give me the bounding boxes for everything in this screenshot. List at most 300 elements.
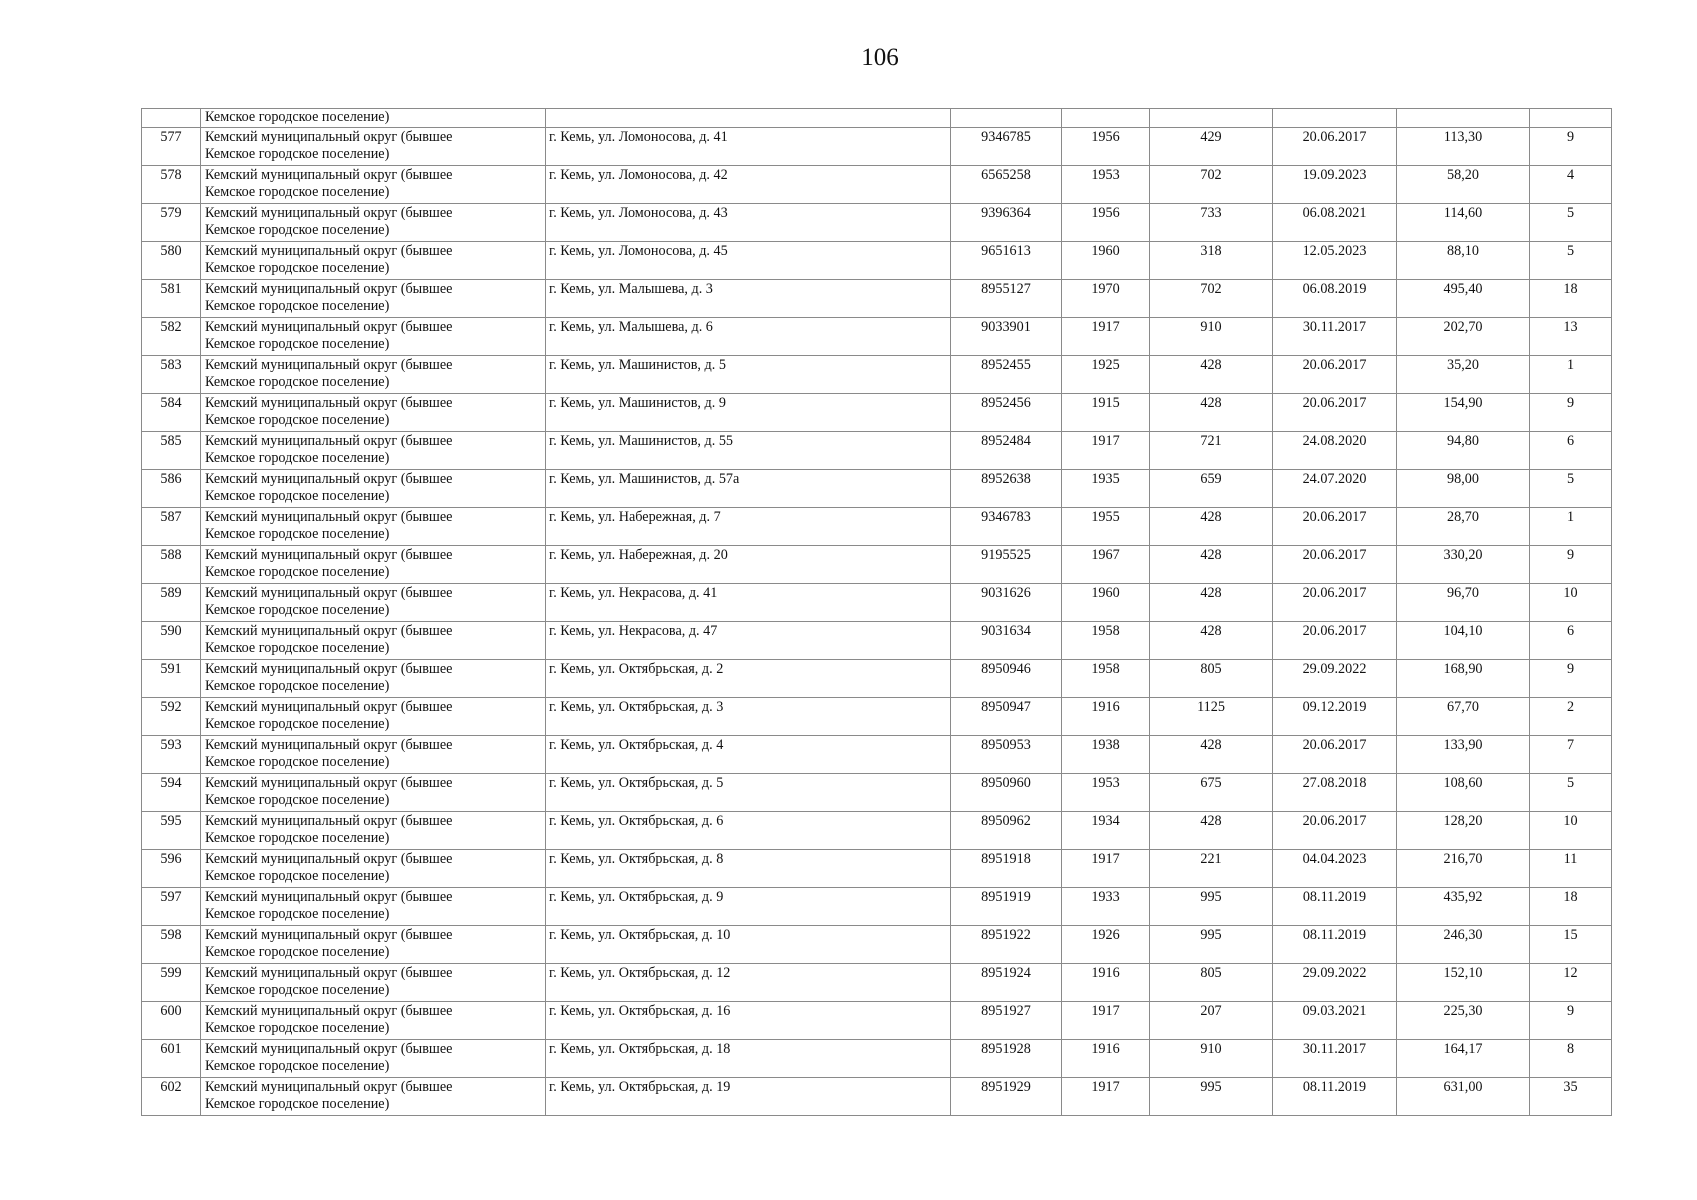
cell-count: 18 bbox=[1530, 887, 1612, 925]
cell-count: 1 bbox=[1530, 507, 1612, 545]
cell-area: 114,60 bbox=[1397, 203, 1530, 241]
cell-code: 1125 bbox=[1150, 697, 1273, 735]
cell-address: г. Кемь, ул. Октябрьская, д. 5 bbox=[546, 773, 951, 811]
table-row bbox=[142, 849, 1612, 887]
cell-municipality bbox=[201, 583, 546, 621]
cell-year: 1916 bbox=[1062, 697, 1150, 735]
cell-count: 1 bbox=[1530, 355, 1612, 393]
cell-area: 108,60 bbox=[1397, 773, 1530, 811]
cell-year: 1958 bbox=[1062, 621, 1150, 659]
cell-id: 9396364 bbox=[951, 203, 1062, 241]
cell-date: 20.06.2017 bbox=[1273, 811, 1397, 849]
cell-area: 94,80 bbox=[1397, 431, 1530, 469]
municipality-line: Кемский муниципальный округ (бывшее bbox=[205, 432, 453, 449]
table-row bbox=[142, 963, 1612, 1001]
cell-address: г. Кемь, ул. Набережная, д. 7 bbox=[546, 507, 951, 545]
cell-address: г. Кемь, ул. Ломоносова, д. 45 bbox=[546, 241, 951, 279]
table-row bbox=[142, 431, 1612, 469]
cell-municipality bbox=[201, 355, 546, 393]
cell-area: 128,20 bbox=[1397, 811, 1530, 849]
cell-code: 221 bbox=[1150, 849, 1273, 887]
municipality-line: Кемский муниципальный округ (бывшее bbox=[205, 584, 453, 601]
cell-area: 225,30 bbox=[1397, 1001, 1530, 1039]
cell-id bbox=[951, 109, 1062, 128]
cell-num: 595 bbox=[142, 811, 201, 849]
cell-num: 600 bbox=[142, 1001, 201, 1039]
cell-municipality bbox=[201, 279, 546, 317]
table-row bbox=[142, 203, 1612, 241]
cell-year: 1916 bbox=[1062, 963, 1150, 1001]
cell-id: 8951922 bbox=[951, 925, 1062, 963]
cell-num: 585 bbox=[142, 431, 201, 469]
cell-num: 590 bbox=[142, 621, 201, 659]
page-number: 106 bbox=[861, 44, 899, 71]
cell-date: 08.11.2019 bbox=[1273, 887, 1397, 925]
cell-year: 1970 bbox=[1062, 279, 1150, 317]
table-row bbox=[142, 279, 1612, 317]
cell-date: 12.05.2023 bbox=[1273, 241, 1397, 279]
municipality-line: Кемское городское поселение) bbox=[205, 1020, 390, 1036]
cell-date: 30.11.2017 bbox=[1273, 1039, 1397, 1077]
cell-num: 587 bbox=[142, 507, 201, 545]
cell-code: 805 bbox=[1150, 659, 1273, 697]
cell-count: 13 bbox=[1530, 317, 1612, 355]
municipality-line: Кемский муниципальный округ (бывшее bbox=[205, 812, 453, 829]
cell-count: 9 bbox=[1530, 393, 1612, 431]
table-row bbox=[142, 697, 1612, 735]
cell-code: 995 bbox=[1150, 925, 1273, 963]
cell-code: 428 bbox=[1150, 545, 1273, 583]
cell-municipality bbox=[201, 849, 546, 887]
cell-year: 1926 bbox=[1062, 925, 1150, 963]
cell-address: г. Кемь, ул. Октябрьская, д. 12 bbox=[546, 963, 951, 1001]
cell-id: 8950947 bbox=[951, 697, 1062, 735]
cell-id: 8951924 bbox=[951, 963, 1062, 1001]
table-row bbox=[142, 811, 1612, 849]
cell-area: 113,30 bbox=[1397, 127, 1530, 165]
table-row bbox=[142, 621, 1612, 659]
cell-code: 428 bbox=[1150, 393, 1273, 431]
municipality-line: Кемский муниципальный округ (бывшее bbox=[205, 736, 453, 753]
cell-code bbox=[1150, 109, 1273, 128]
cell-year bbox=[1062, 109, 1150, 128]
municipality-line: Кемское городское поселение) bbox=[205, 488, 390, 504]
cell-municipality bbox=[201, 203, 546, 241]
municipality-line: Кемский муниципальный округ (бывшее bbox=[205, 660, 453, 677]
cell-municipality bbox=[201, 1077, 546, 1115]
table-row bbox=[142, 317, 1612, 355]
cell-id: 8951929 bbox=[951, 1077, 1062, 1115]
municipality-line: Кемский муниципальный округ (бывшее bbox=[205, 318, 453, 335]
cell-count: 9 bbox=[1530, 659, 1612, 697]
cell-num: 593 bbox=[142, 735, 201, 773]
cell-area: 67,70 bbox=[1397, 697, 1530, 735]
cell-year: 1953 bbox=[1062, 773, 1150, 811]
municipality-line: Кемское городское поселение) bbox=[205, 868, 390, 884]
cell-date: 20.06.2017 bbox=[1273, 507, 1397, 545]
cell-id: 8952484 bbox=[951, 431, 1062, 469]
cell-area: 246,30 bbox=[1397, 925, 1530, 963]
cell-municipality bbox=[201, 241, 546, 279]
municipality-line: Кемское городское поселение) bbox=[205, 184, 390, 200]
cell-count: 5 bbox=[1530, 241, 1612, 279]
cell-year: 1917 bbox=[1062, 317, 1150, 355]
cell-address: г. Кемь, ул. Машинистов, д. 55 bbox=[546, 431, 951, 469]
table-row bbox=[142, 925, 1612, 963]
cell-area: 96,70 bbox=[1397, 583, 1530, 621]
municipality-line: Кемское городское поселение) bbox=[205, 222, 390, 238]
cell-area: 202,70 bbox=[1397, 317, 1530, 355]
municipality-line: Кемское городское поселение) bbox=[205, 1058, 390, 1074]
cell-code: 721 bbox=[1150, 431, 1273, 469]
cell-count: 35 bbox=[1530, 1077, 1612, 1115]
table-row bbox=[142, 659, 1612, 697]
cell-num: 594 bbox=[142, 773, 201, 811]
cell-municipality bbox=[201, 621, 546, 659]
table-row bbox=[142, 773, 1612, 811]
cell-id: 8952638 bbox=[951, 469, 1062, 507]
cell-id: 8950960 bbox=[951, 773, 1062, 811]
cell-date: 29.09.2022 bbox=[1273, 963, 1397, 1001]
cell-date: 09.12.2019 bbox=[1273, 697, 1397, 735]
cell-count: 15 bbox=[1530, 925, 1612, 963]
cell-municipality bbox=[201, 1039, 546, 1077]
cell-id: 8950946 bbox=[951, 659, 1062, 697]
municipality-line: Кемское городское поселение) bbox=[205, 944, 390, 960]
cell-id: 8952456 bbox=[951, 393, 1062, 431]
cell-code: 428 bbox=[1150, 507, 1273, 545]
cell-num: 592 bbox=[142, 697, 201, 735]
cell-area: 88,10 bbox=[1397, 241, 1530, 279]
cell-num: 601 bbox=[142, 1039, 201, 1077]
cell-id: 9346783 bbox=[951, 507, 1062, 545]
cell-year: 1925 bbox=[1062, 355, 1150, 393]
municipality-line: Кемский муниципальный округ (бывшее bbox=[205, 774, 453, 791]
cell-address: г. Кемь, ул. Октябрьская, д. 18 bbox=[546, 1039, 951, 1077]
municipality-line: Кемское городское поселение) bbox=[205, 982, 390, 998]
municipality-line: Кемский муниципальный округ (бывшее bbox=[205, 1078, 453, 1095]
cell-code: 995 bbox=[1150, 887, 1273, 925]
cell-date: 06.08.2019 bbox=[1273, 279, 1397, 317]
municipality-line: Кемское городское поселение) bbox=[205, 678, 390, 694]
municipality-line: Кемское городское поселение) bbox=[205, 1096, 390, 1112]
cell-id: 8955127 bbox=[951, 279, 1062, 317]
cell-municipality bbox=[201, 1001, 546, 1039]
cell-id: 8951918 bbox=[951, 849, 1062, 887]
cell-municipality: Кемское городское поселение) bbox=[201, 109, 546, 128]
cell-num: 584 bbox=[142, 393, 201, 431]
cell-address: г. Кемь, ул. Октябрьская, д. 16 bbox=[546, 1001, 951, 1039]
table-row bbox=[142, 1001, 1612, 1039]
cell-code: 428 bbox=[1150, 583, 1273, 621]
cell-area: 152,10 bbox=[1397, 963, 1530, 1001]
cell-code: 805 bbox=[1150, 963, 1273, 1001]
municipality-line: Кемский муниципальный округ (бывшее bbox=[205, 356, 453, 373]
cell-year: 1955 bbox=[1062, 507, 1150, 545]
cell-id: 9195525 bbox=[951, 545, 1062, 583]
cell-area: 154,90 bbox=[1397, 393, 1530, 431]
cell-date: 20.06.2017 bbox=[1273, 355, 1397, 393]
municipality-line: Кемское городское поселение) bbox=[205, 602, 390, 618]
cell-year: 1956 bbox=[1062, 203, 1150, 241]
table-row bbox=[142, 355, 1612, 393]
municipality-line: Кемское городское поселение) bbox=[205, 412, 390, 428]
cell-date: 20.06.2017 bbox=[1273, 621, 1397, 659]
cell-num: 581 bbox=[142, 279, 201, 317]
municipality-line: Кемский муниципальный округ (бывшее bbox=[205, 394, 453, 411]
table-row bbox=[142, 127, 1612, 165]
cell-date: 06.08.2021 bbox=[1273, 203, 1397, 241]
municipality-line: Кемское городское поселение) bbox=[205, 526, 390, 542]
cell-date: 20.06.2017 bbox=[1273, 545, 1397, 583]
cell-id: 8950962 bbox=[951, 811, 1062, 849]
municipality-line: Кемский муниципальный округ (бывшее bbox=[205, 166, 453, 183]
cell-address: г. Кемь, ул. Малышева, д. 6 bbox=[546, 317, 951, 355]
municipality-line: Кемское городское поселение) bbox=[205, 640, 390, 656]
cell-area: 104,10 bbox=[1397, 621, 1530, 659]
cell-area: 435,92 bbox=[1397, 887, 1530, 925]
housing-table bbox=[141, 108, 1612, 1116]
cell-id: 8951927 bbox=[951, 1001, 1062, 1039]
cell-code: 702 bbox=[1150, 165, 1273, 203]
cell-municipality bbox=[201, 887, 546, 925]
cell-address: г. Кемь, ул. Набережная, д. 20 bbox=[546, 545, 951, 583]
cell-municipality bbox=[201, 545, 546, 583]
cell-count: 5 bbox=[1530, 203, 1612, 241]
cell-code: 428 bbox=[1150, 735, 1273, 773]
cell-date bbox=[1273, 109, 1397, 128]
cell-year: 1960 bbox=[1062, 241, 1150, 279]
cell-year: 1933 bbox=[1062, 887, 1150, 925]
cell-date: 08.11.2019 bbox=[1273, 925, 1397, 963]
cell-count: 9 bbox=[1530, 545, 1612, 583]
cell-date: 08.11.2019 bbox=[1273, 1077, 1397, 1115]
cell-count: 18 bbox=[1530, 279, 1612, 317]
cell-address bbox=[546, 109, 951, 128]
cell-id: 9033901 bbox=[951, 317, 1062, 355]
municipality-line: Кемское городское поселение) bbox=[205, 298, 390, 314]
cell-area: 58,20 bbox=[1397, 165, 1530, 203]
cell-year: 1956 bbox=[1062, 127, 1150, 165]
cell-num: 582 bbox=[142, 317, 201, 355]
table-row bbox=[142, 735, 1612, 773]
cell-municipality bbox=[201, 925, 546, 963]
cell-id: 8950953 bbox=[951, 735, 1062, 773]
cell-id: 8951928 bbox=[951, 1039, 1062, 1077]
cell-date: 27.08.2018 bbox=[1273, 773, 1397, 811]
cell-date: 04.04.2023 bbox=[1273, 849, 1397, 887]
cell-num: 591 bbox=[142, 659, 201, 697]
cell-area: 631,00 bbox=[1397, 1077, 1530, 1115]
municipality-line: Кемское городское поселение) bbox=[205, 792, 390, 808]
cell-address: г. Кемь, ул. Октябрьская, д. 4 bbox=[546, 735, 951, 773]
cell-date: 09.03.2021 bbox=[1273, 1001, 1397, 1039]
cell-date: 20.06.2017 bbox=[1273, 583, 1397, 621]
cell-address: г. Кемь, ул. Октябрьская, д. 19 bbox=[546, 1077, 951, 1115]
cell-num: 583 bbox=[142, 355, 201, 393]
cell-count: 11 bbox=[1530, 849, 1612, 887]
cell-municipality bbox=[201, 811, 546, 849]
cell-area: 330,20 bbox=[1397, 545, 1530, 583]
cell-count: 2 bbox=[1530, 697, 1612, 735]
cell-count: 6 bbox=[1530, 621, 1612, 659]
cell-code: 675 bbox=[1150, 773, 1273, 811]
cell-year: 1917 bbox=[1062, 1001, 1150, 1039]
cell-id: 9346785 bbox=[951, 127, 1062, 165]
municipality-line: Кемский муниципальный округ (бывшее bbox=[205, 926, 453, 943]
municipality-line: Кемское городское поселение) bbox=[205, 146, 390, 162]
cell-count: 6 bbox=[1530, 431, 1612, 469]
cell-municipality bbox=[201, 659, 546, 697]
cell-id: 9031626 bbox=[951, 583, 1062, 621]
cell-count: 5 bbox=[1530, 469, 1612, 507]
municipality-line: Кемское городское поселение) bbox=[205, 906, 390, 922]
table-row bbox=[142, 545, 1612, 583]
cell-year: 1967 bbox=[1062, 545, 1150, 583]
cell-code: 659 bbox=[1150, 469, 1273, 507]
cell-year: 1935 bbox=[1062, 469, 1150, 507]
cell-year: 1915 bbox=[1062, 393, 1150, 431]
table-row bbox=[142, 507, 1612, 545]
cell-municipality bbox=[201, 393, 546, 431]
cell-id: 9651613 bbox=[951, 241, 1062, 279]
municipality-line: Кемский муниципальный округ (бывшее bbox=[205, 470, 453, 487]
cell-municipality bbox=[201, 127, 546, 165]
cell-address: г. Кемь, ул. Некрасова, д. 47 bbox=[546, 621, 951, 659]
cell-count: 9 bbox=[1530, 127, 1612, 165]
cell-id: 8952455 bbox=[951, 355, 1062, 393]
municipality-line: Кемское городское поселение) bbox=[205, 830, 390, 846]
cell-code: 733 bbox=[1150, 203, 1273, 241]
cell-code: 995 bbox=[1150, 1077, 1273, 1115]
municipality-line: Кемское городское поселение) bbox=[205, 564, 390, 580]
cell-count: 5 bbox=[1530, 773, 1612, 811]
cell-code: 429 bbox=[1150, 127, 1273, 165]
cell-address: г. Кемь, ул. Ломоносова, д. 42 bbox=[546, 165, 951, 203]
cell-area: 133,90 bbox=[1397, 735, 1530, 773]
continuation-row bbox=[142, 109, 1612, 128]
municipality-line: Кемский муниципальный округ (бывшее bbox=[205, 888, 453, 905]
cell-code: 428 bbox=[1150, 355, 1273, 393]
cell-num: 588 bbox=[142, 545, 201, 583]
cell-id: 6565258 bbox=[951, 165, 1062, 203]
table-row bbox=[142, 1039, 1612, 1077]
table-row bbox=[142, 393, 1612, 431]
cell-address: г. Кемь, ул. Малышева, д. 3 bbox=[546, 279, 951, 317]
cell-address: г. Кемь, ул. Машинистов, д. 57а bbox=[546, 469, 951, 507]
cell-date: 20.06.2017 bbox=[1273, 393, 1397, 431]
cell-area bbox=[1397, 109, 1530, 128]
table-row bbox=[142, 165, 1612, 203]
table-row bbox=[142, 1077, 1612, 1115]
cell-municipality bbox=[201, 507, 546, 545]
cell-area: 164,17 bbox=[1397, 1039, 1530, 1077]
cell-code: 207 bbox=[1150, 1001, 1273, 1039]
cell-code: 910 bbox=[1150, 1039, 1273, 1077]
cell-num bbox=[142, 109, 201, 128]
cell-year: 1934 bbox=[1062, 811, 1150, 849]
table-row bbox=[142, 469, 1612, 507]
cell-year: 1916 bbox=[1062, 1039, 1150, 1077]
cell-area: 28,70 bbox=[1397, 507, 1530, 545]
cell-address: г. Кемь, ул. Октябрьская, д. 8 bbox=[546, 849, 951, 887]
cell-date: 24.08.2020 bbox=[1273, 431, 1397, 469]
cell-num: 579 bbox=[142, 203, 201, 241]
cell-date: 29.09.2022 bbox=[1273, 659, 1397, 697]
cell-year: 1958 bbox=[1062, 659, 1150, 697]
municipality-line: Кемский муниципальный округ (бывшее bbox=[205, 698, 453, 715]
cell-area: 495,40 bbox=[1397, 279, 1530, 317]
municipality-line: Кемский муниципальный округ (бывшее bbox=[205, 508, 453, 525]
table-row bbox=[142, 887, 1612, 925]
cell-municipality bbox=[201, 963, 546, 1001]
cell-id: 9031634 bbox=[951, 621, 1062, 659]
municipality-line: Кемское городское поселение) bbox=[205, 716, 390, 732]
cell-year: 1938 bbox=[1062, 735, 1150, 773]
cell-num: 597 bbox=[142, 887, 201, 925]
cell-num: 580 bbox=[142, 241, 201, 279]
municipality-line: Кемское городское поселение) bbox=[205, 450, 390, 466]
cell-address: г. Кемь, ул. Октябрьская, д. 3 bbox=[546, 697, 951, 735]
cell-area: 168,90 bbox=[1397, 659, 1530, 697]
cell-count bbox=[1530, 109, 1612, 128]
cell-address: г. Кемь, ул. Октябрьская, д. 9 bbox=[546, 887, 951, 925]
municipality-line: Кемский муниципальный округ (бывшее bbox=[205, 850, 453, 867]
cell-num: 586 bbox=[142, 469, 201, 507]
cell-address: г. Кемь, ул. Октябрьская, д. 10 bbox=[546, 925, 951, 963]
cell-address: г. Кемь, ул. Ломоносова, д. 43 bbox=[546, 203, 951, 241]
cell-id: 8951919 bbox=[951, 887, 1062, 925]
cell-year: 1917 bbox=[1062, 431, 1150, 469]
cell-address: г. Кемь, ул. Октябрьская, д. 2 bbox=[546, 659, 951, 697]
cell-date: 19.09.2023 bbox=[1273, 165, 1397, 203]
municipality-line: Кемское городское поселение) bbox=[205, 260, 390, 276]
cell-code: 702 bbox=[1150, 279, 1273, 317]
cell-address: г. Кемь, ул. Машинистов, д. 5 bbox=[546, 355, 951, 393]
cell-area: 216,70 bbox=[1397, 849, 1530, 887]
municipality-line: Кемское городское поселение) bbox=[205, 336, 390, 352]
municipality-line: Кемский муниципальный округ (бывшее bbox=[205, 128, 453, 145]
cell-count: 8 bbox=[1530, 1039, 1612, 1077]
cell-num: 596 bbox=[142, 849, 201, 887]
table-row bbox=[142, 583, 1612, 621]
cell-municipality bbox=[201, 469, 546, 507]
municipality-line: Кемское городское поселение) bbox=[205, 374, 390, 390]
municipality-line: Кемский муниципальный округ (бывшее bbox=[205, 204, 453, 221]
municipality-line: Кемский муниципальный округ (бывшее bbox=[205, 622, 453, 639]
cell-area: 98,00 bbox=[1397, 469, 1530, 507]
cell-date: 20.06.2017 bbox=[1273, 127, 1397, 165]
table-body bbox=[142, 109, 1612, 1116]
cell-code: 428 bbox=[1150, 621, 1273, 659]
cell-municipality bbox=[201, 773, 546, 811]
cell-municipality bbox=[201, 317, 546, 355]
cell-code: 910 bbox=[1150, 317, 1273, 355]
cell-count: 10 bbox=[1530, 583, 1612, 621]
cell-date: 20.06.2017 bbox=[1273, 735, 1397, 773]
cell-num: 598 bbox=[142, 925, 201, 963]
cell-municipality bbox=[201, 735, 546, 773]
municipality-line: Кемский муниципальный округ (бывшее bbox=[205, 280, 453, 297]
cell-year: 1953 bbox=[1062, 165, 1150, 203]
municipality-line: Кемский муниципальный округ (бывшее bbox=[205, 242, 453, 259]
cell-date: 24.07.2020 bbox=[1273, 469, 1397, 507]
cell-year: 1960 bbox=[1062, 583, 1150, 621]
cell-address: г. Кемь, ул. Некрасова, д. 41 bbox=[546, 583, 951, 621]
cell-municipality bbox=[201, 697, 546, 735]
cell-count: 7 bbox=[1530, 735, 1612, 773]
cell-num: 599 bbox=[142, 963, 201, 1001]
